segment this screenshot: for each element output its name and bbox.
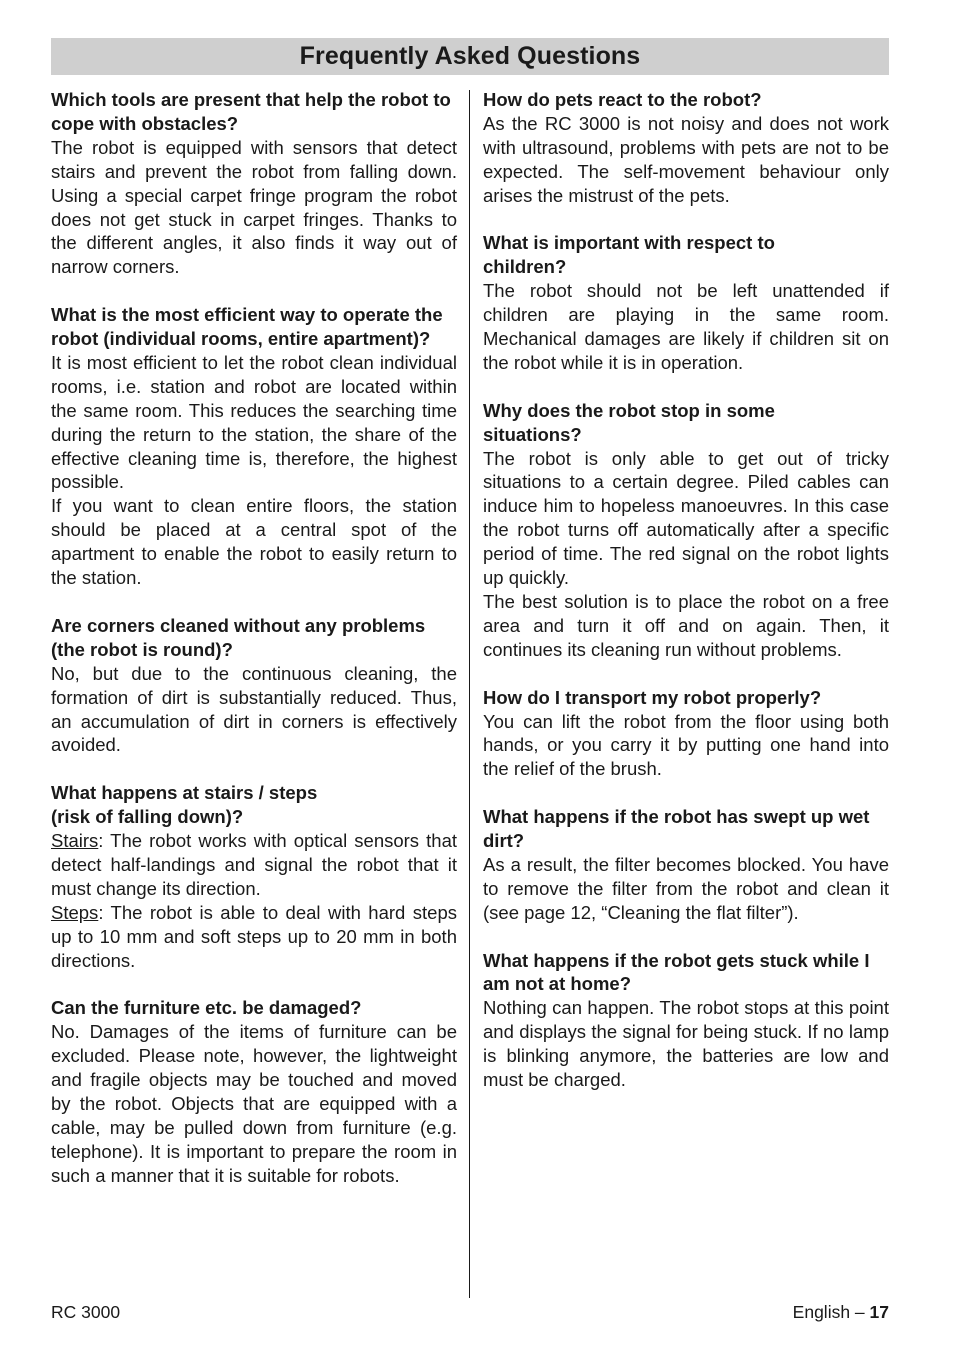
faq-question: What is the most efficient way to operate the robot (individual rooms, entire apartment)?	[51, 304, 443, 350]
faq-answer: No. Damages of the items of furniture can be excluded. Please note, however, the lightweight and fragile objects may be touched and moved by the robot. Objects that are equipped with a cable, may be pulled down from furniture (e.g. telephone). It is important to prepare the room in such a manner that it is suitable for robots.	[51, 1021, 457, 1186]
faq-question: How do pets react to the robot?	[483, 89, 762, 110]
faq-item	[483, 686, 889, 782]
footer-language: English –	[792, 1302, 870, 1322]
faq-answer: The best solution is to place the robot on a free area and turn it off and on again. Then, it continues its cleaning run without problems.	[483, 591, 889, 660]
faq-question-line: Why does the robot stop in some	[483, 399, 775, 421]
faq-item	[51, 88, 457, 279]
column-divider	[469, 90, 470, 1298]
faq-answer: Nothing can happen. The robot stops at this point and displays the signal for being stuck. If no lamp is blinking anymore, the batteries are low and must be charged.	[483, 997, 889, 1091]
faq-answer: As a result, the filter becomes blocked. You have to remove the filter from the robot and clean it (see page 12, “Cleaning the flat filter”).	[483, 853, 889, 923]
faq-item	[483, 88, 889, 208]
faq-item	[483, 231, 889, 374]
faq-item	[51, 996, 457, 1187]
faq-answer	[51, 829, 457, 901]
faq-question	[483, 231, 889, 279]
faq-answer	[51, 901, 457, 973]
faq-answer: The robot is only able to get out of tricky situations to a certain degree. Piled cables can induce him to hopeless manoeuvres. In this case the robot turns off automatically after a specific period of time. The red signal on the robot lights up quickly.	[483, 447, 889, 589]
faq-question-line: What is important with respect to	[483, 232, 775, 254]
left-column	[51, 88, 457, 1212]
faq-question: Are corners cleaned without any problems (the robot is round)?	[51, 614, 426, 660]
stairs-text: : The robot works with optical sensors that detect half-landings and signal the robot that it must change its direction.	[51, 830, 457, 899]
faq-item	[483, 805, 889, 925]
faq-answer: You can lift the robot from the floor using both hands, or you carry it by putting one hand into the relief of the brush.	[483, 710, 889, 780]
faq-question: What happens if the robot has swept up wet dirt?	[483, 806, 870, 852]
faq-question	[483, 399, 889, 447]
faq-item	[51, 781, 457, 972]
faq-answer: The robot is equipped with sensors that detect stairs and prevent the robot from falling down. Using a special carpet fringe program the robot does not get stuck in carpet fringes. Thanks to the different angles, it also finds it way out of narrow corners.	[51, 136, 457, 278]
footer-model: RC 3000	[51, 1302, 121, 1322]
faq-answer: The robot should not be left unattended if children are playing in the same room. Mechanical damages are likely if children sit on the robot while it is in operation.	[483, 280, 889, 373]
faq-question-line: children?	[483, 256, 567, 278]
faq-item	[51, 614, 457, 757]
page-number: 17	[869, 1302, 889, 1322]
faq-answer: It is most efficient to let the robot clean individual rooms, i.e. station and robot are located within the same room. This reduces the searching time during the return to the station, the share of the effective cleaning time is, therefore, the highest possible.	[51, 351, 457, 493]
faq-item	[483, 949, 889, 1092]
faq-question-line: situations?	[483, 423, 582, 445]
steps-text: : The robot is able to deal with hard steps up to 10 mm and soft steps up to 20 mm in both directions.	[51, 901, 457, 971]
title-bar	[51, 38, 889, 75]
faq-question: Can the furniture etc. be damaged?	[51, 997, 362, 1019]
faq-question	[51, 781, 457, 829]
faq-question: What happens if the robot gets stuck while I am not at home?	[483, 949, 870, 995]
faq-answer: If you want to clean entire floors, the station should be placed at a central spot of the apartment to enable the robot to easily return to the station.	[51, 495, 457, 589]
right-column	[483, 88, 889, 1116]
page-title: Frequently Asked Questions	[299, 42, 641, 70]
faq-question: Which tools are present that help the robot to cope with obstacles?	[51, 89, 451, 134]
faq-question-line: (risk of falling down)?	[51, 806, 244, 828]
faq-item	[51, 303, 457, 590]
faq-answer: No, but due to the continuous cleaning, the formation of dirt is substantially reduced. Thus, an accumulation of dirt in corners is effectively avoided.	[51, 662, 457, 756]
faq-answer: As the RC 3000 is not noisy and does not work with ultrasound, problems with pets are not to be expected. The self-movement behaviour only arises the mistrust of the pets.	[483, 112, 889, 206]
footer-page	[793, 1301, 889, 1323]
faq-question: How do I transport my robot properly?	[483, 686, 822, 708]
faq-item	[483, 399, 889, 662]
faq-question-line: What happens at stairs / steps	[51, 782, 318, 804]
stairs-label: Stairs	[51, 830, 99, 852]
steps-label: Steps	[51, 901, 99, 923]
